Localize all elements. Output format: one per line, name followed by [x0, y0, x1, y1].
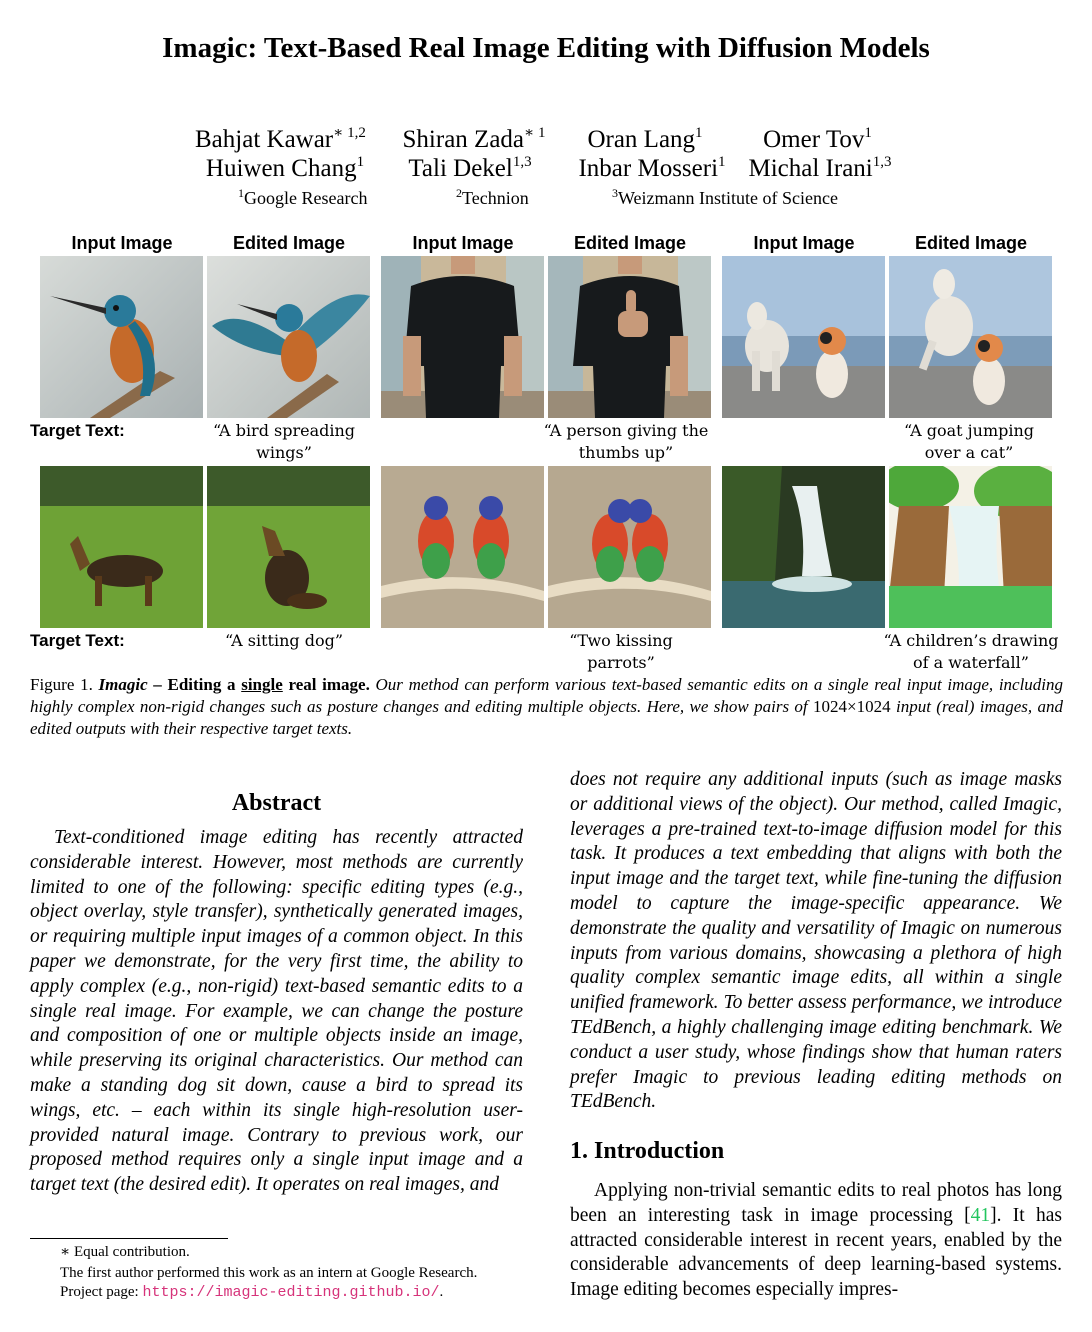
parrots-input-image [381, 466, 544, 628]
dog-input-image [40, 466, 203, 628]
header-input-3: Input Image [753, 233, 855, 253]
author-zada: Shiran Zada$^{∗ 1}$ [402, 125, 546, 153]
figure-caption: Figure 1. Imagic – Editing a single real image. Our method can perform various text-based semantic edits on a single real input image, including highly complex non-rigid changes such as posture changes and editing multiple objects. Here, we show pairs of 1024×1024 input (real) images, and edited outputs with their respective target texts. [30, 675, 1064, 738]
author-kawar: Bahjat Kawar$^{∗ 1,2}$ [195, 125, 366, 153]
target-text-label-2: Target Text: [30, 631, 125, 650]
header-edited-3: Edited Image [914, 233, 1028, 253]
affiliation-google: $^1$Google Research [238, 186, 368, 208]
project-page-link[interactable]: https://imagic-editing.github.io/ [142, 1284, 440, 1301]
caption-bird: “A bird spreading wings” [212, 421, 356, 462]
footnote-rule [30, 1238, 228, 1239]
author-mosseri: Inbar Mosseri$^1$ [578, 154, 726, 182]
citation-41[interactable]: 41 [970, 1204, 991, 1226]
author-irani: Michal Irani$^{1,3}$ [748, 154, 892, 182]
person-edited-image [548, 256, 711, 418]
header-edited-1: Edited Image [232, 233, 346, 253]
introduction-heading: 1. Introduction [570, 1138, 725, 1164]
abstract-right-text: does not require any additional inputs (such as image masks or additional views of the object). Our method, called Imagic, leverages a pre-trained text-to-image diffusion model for this task. It produces a text embedding that aligns with both the input image and the target text, while fine-tuning the diffusion model to capture the image-specific appearance. We demonstrate the quality and versatility of Imagic on numerous inputs from various domains, showcasing a plethora of high quality complex semantic image edits, all within a single unified framework. To better assess performance, we introduce TEdBench, a highly challenging image editing benchmark. We conduct a user study, whose findings show that human raters prefer Imagic to previous leading editing methods on TEdBench. [570, 769, 1062, 1113]
affiliation-technion: $^2$Technion [456, 186, 529, 208]
header-input-2: Input Image [412, 233, 514, 253]
waterfall-edited-image [889, 466, 1052, 628]
goat-edited-image [889, 256, 1052, 418]
bird-input-image [40, 256, 203, 418]
author-chang: Huiwen Chang$^1$ [205, 154, 365, 182]
abstract-left-text: Text-conditioned image editing has recently attracted considerable interest. However, most methods are currently limited to one of the following: specific editing types (e.g., object overlay, style transfer), synthetically generated images, or requiring multiple input images of a common object. In this paper we demonstrate, for the very first time, the ability to apply complex (e.g., non-rigid) text-based semantic edits to a single real image. For example, we can change the posture and composition of one or multiple objects inside an image, while preserving its original characteristics. Our method can make a standing dog sit down, cause a bird to spread its wings, etc. – each within its single high-resolution user-provided natural image. Contrary to previous work, our proposed method requires only a single input image and a target text (the desired edit). It operates on real images, and [30, 827, 523, 1196]
author-tov: Omer Tov$^1$ [763, 125, 872, 153]
person-input-image [381, 256, 544, 418]
header-input-1: Input Image [71, 233, 173, 253]
goat-input-image [722, 256, 885, 418]
waterfall-input-image [722, 466, 885, 628]
target-text-label-1: Target Text: [30, 421, 125, 440]
author-dekel: Tali Dekel$^{1,3}$ [408, 154, 532, 182]
dog-edited-image [207, 466, 370, 628]
paper-title: Imagic: Text-Based Real Image Editing with Diffusion Models [162, 32, 930, 64]
author-lang: Oran Lang$^1$ [587, 125, 703, 153]
footnote-project-page: Project page: https://imagic-editing.github.io/. [60, 1284, 444, 1301]
abstract-heading: Abstract [231, 790, 322, 816]
caption-waterfall: “A children’s drawing of a waterfall” [883, 631, 1059, 672]
caption-person: “A person giving the thumbs up” [543, 421, 709, 462]
caption-parrots: “Two kissing parrots” [569, 631, 673, 672]
introduction-text: Applying non-trivial semantic edits to real photos has long been an interesting task in image processing [41]. It has attracted considerable interest in recent years, enabled by the considerable advancements of deep learning-based systems. Image editing becomes especially impres- [570, 1180, 1062, 1301]
affiliation-weizmann: $^3$Weizmann Institute of Science [612, 186, 838, 208]
caption-dog: “A sitting dog” [225, 631, 343, 650]
caption-goat: “A goat jumping over a cat” [903, 421, 1035, 462]
footnote-equal-contribution: ∗ Equal contribution. [60, 1244, 190, 1260]
footnote-intern: The first author performed this work as an intern at Google Research. [60, 1265, 478, 1281]
bird-edited-image [207, 256, 370, 418]
parrots-edited-image [548, 466, 711, 628]
header-edited-2: Edited Image [573, 233, 687, 253]
